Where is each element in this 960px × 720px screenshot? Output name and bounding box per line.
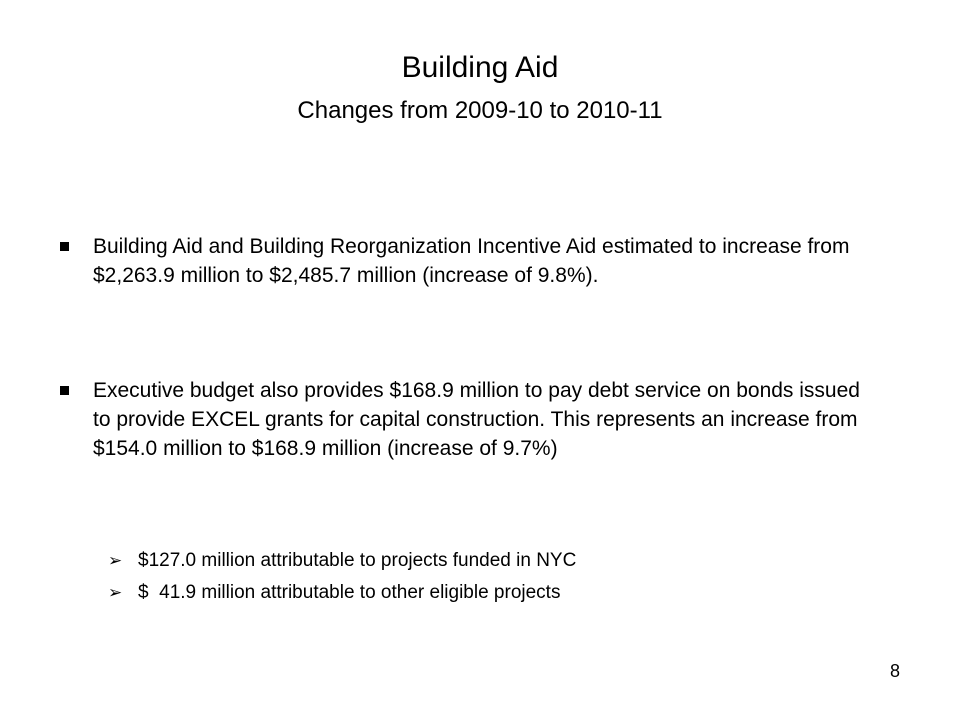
sub-bullet-item: [108, 548, 868, 574]
slide-title: Building Aid: [401, 51, 559, 84]
square-bullet-icon: [60, 242, 69, 251]
sub-bullet-text: $ 41.9 million attributable to other eligible projects: [138, 582, 561, 603]
sub-bullet-item: [108, 580, 868, 606]
page-number: 8: [889, 661, 900, 681]
bullet-text: Building Aid and Building Reorganization Incentive Aid estimated to increase from $2,263.9 million to $2,485.7 million (increase of 9.8%).: [93, 235, 850, 287]
arrow-right-icon: ➢: [108, 583, 123, 602]
sub-bullet-text: $127.0 million attributable to projects funded in NYC: [138, 550, 577, 571]
bullet-item: [60, 232, 860, 290]
bullet-text: Executive budget also provides $168.9 million to pay debt service on bonds issued to provide EXCEL grants for capital construction. This represents an increase from $154.0 million to $168.9 million (increase of 9.7%): [93, 379, 860, 460]
square-bullet-icon: [60, 386, 69, 395]
slide-subtitle: Changes from 2009-10 to 2010-11: [297, 97, 663, 124]
arrow-right-icon: ➢: [108, 551, 123, 570]
bullet-item: [60, 376, 860, 463]
